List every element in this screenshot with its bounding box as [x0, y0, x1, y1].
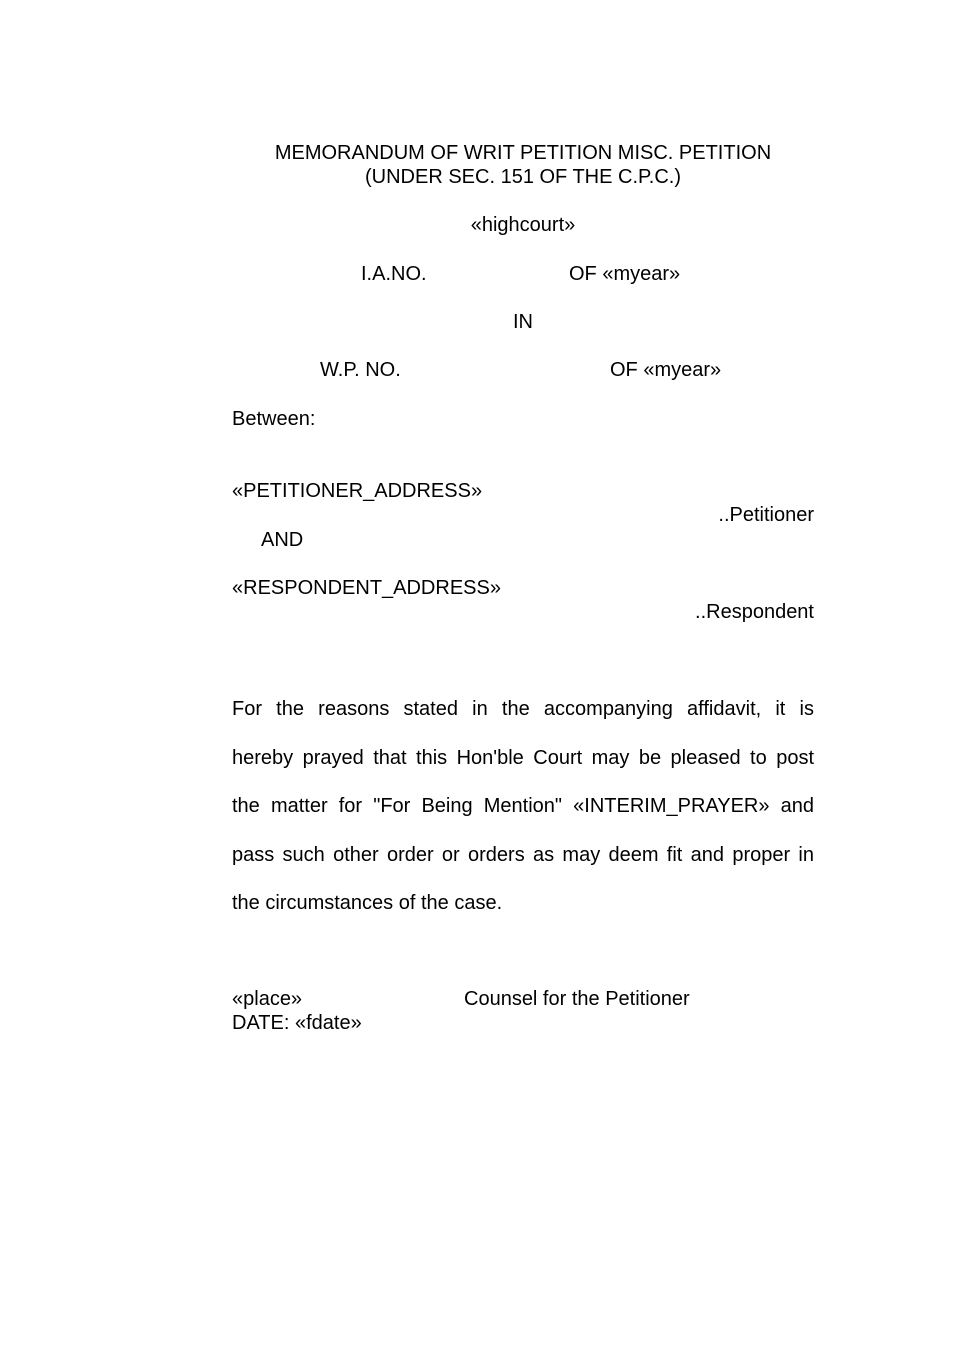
- highcourt-field: «highcourt»: [470, 214, 576, 236]
- between-label: Between:: [232, 408, 316, 430]
- and-label: AND: [261, 529, 304, 551]
- respondent-address: «RESPONDENT_ADDRESS»: [232, 577, 501, 599]
- document-title: [232, 141, 814, 189]
- ia-year-label: OF «myear»: [569, 263, 681, 285]
- petitioner-label: ..Petitioner: [718, 504, 814, 526]
- prayer-line: pass such other order or orders as may deem fit and proper in: [232, 843, 814, 866]
- prayer-line: the circumstances of the case.: [232, 892, 503, 914]
- title-line-1: MEMORANDUM OF WRIT PETITION MISC. PETITION: [274, 142, 772, 164]
- wp-year-label: OF «myear»: [610, 359, 722, 381]
- prayer-line: For the reasons stated in the accompanying affidavit, it is: [232, 698, 814, 720]
- title-line-2: (UNDER SEC. 151 OF THE C.P.C.): [365, 166, 681, 188]
- place-field: «place»: [232, 988, 303, 1010]
- wp-no-label: W.P. NO.: [320, 359, 401, 381]
- ia-no-label: I.A.NO.: [361, 263, 427, 285]
- counsel-label: Counsel for the Petitioner: [464, 988, 690, 1010]
- prayer-paragraph: [232, 685, 814, 928]
- date-line: DATE: «fdate»: [232, 1012, 362, 1034]
- respondent-label: ..Respondent: [695, 601, 814, 623]
- prayer-line: hereby prayed that this Hon'ble Court may be pleased to post: [232, 746, 814, 769]
- in-label: IN: [513, 311, 533, 333]
- prayer-line: the matter for "For Being Mention" «INTERIM_PRAYER» and: [232, 795, 814, 817]
- petitioner-address: «PETITIONER_ADDRESS»: [232, 480, 483, 502]
